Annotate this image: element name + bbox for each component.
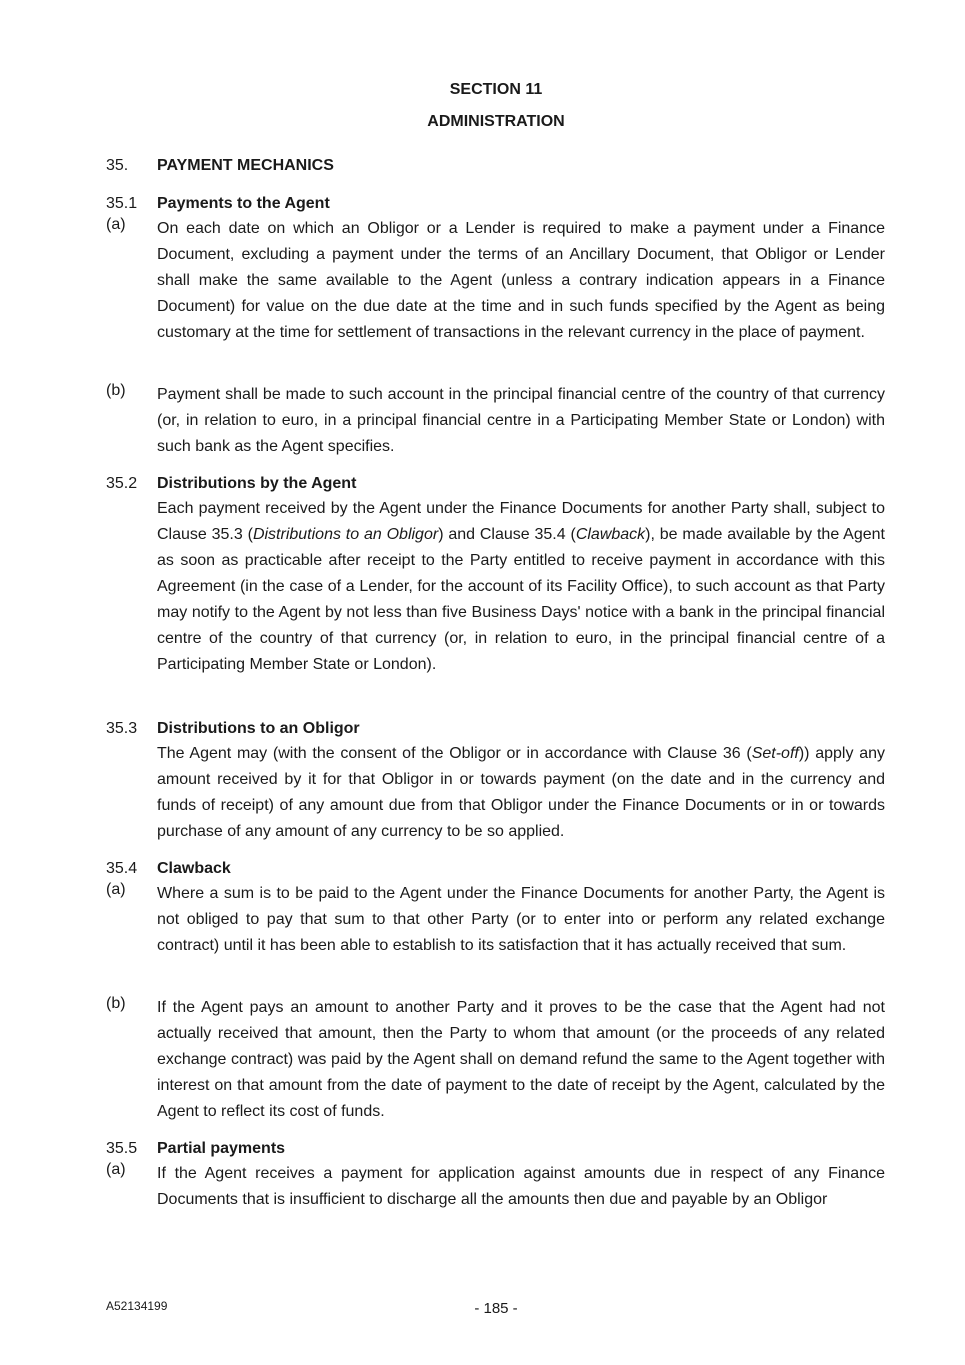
paragraph-label: (b) xyxy=(106,995,126,1012)
paragraph-text: If the Agent pays an amount to another Party and it proves to be the case that the Agent had not actually received that amount, then the Party to whom that amount (or the proceeds of any related exchange contract) was paid by the Agent shall on demand refund the same to the Agent together with interest on that amount from the date of payment to the date of receipt by the Agent, calculated by the Agent to reflect its cost of funds. xyxy=(157,999,885,1120)
cross-reference: Distributions to an Obligor xyxy=(252,526,439,543)
clause-35-3-number: 35.3 xyxy=(106,720,138,737)
paragraph-text: The Agent may (with the consent of the Obligor or in accordance with Clause 36 (Set-off)) apply any amount received by it for that Obligor in or towards payment (on the date and in the currency and funds of receipt) of any amount due from that Obligor under the Finance Documents or in or towards purchase of any amount of any currency to be so applied. xyxy=(157,745,886,840)
paragraph-text: Each payment received by the Agent under the Finance Documents for another Party shall, subject to Clause 35.3 (Distributions to an Obligor) and Clause 35.4 (Clawback), be made available by the Agent as soon as practicable after receipt to the Party entitled to receive payment in accordance with this Agreement (in the case of a Lender, for the account of its Facility Office), to such account as that Party may notify to the Agent by not less than five Business Days' notice with a bank in the principal financial centre of the country of that currency (or, in relation to euro, in the principal financial centre of a Participating Member State or London). xyxy=(157,500,885,673)
clause-35-4-b xyxy=(106,995,885,1125)
clause-35-1-number: 35.1 xyxy=(106,195,138,212)
document-reference: A52134199 xyxy=(106,1299,168,1313)
paragraph-text: Payment shall be made to such account in the principal financial centre of the country of that currency (or, in relation to euro, in a principal financial centre in a Participating Member State or London) with such bank as the Agent specifies. xyxy=(157,386,885,455)
clause-35-5-number: 35.5 xyxy=(106,1140,138,1157)
paragraph-label: (b) xyxy=(106,382,126,399)
paragraph-label: (a) xyxy=(106,216,126,233)
clause-35-1-title: Payments to the Agent xyxy=(157,195,330,212)
cross-reference: Set-off xyxy=(751,745,799,762)
clause-35-2-title: Distributions by the Agent xyxy=(157,475,357,492)
paragraph-label: (a) xyxy=(106,1161,126,1178)
clause-35-5-a xyxy=(106,1161,885,1213)
clause-35-3-title: Distributions to an Obligor xyxy=(157,720,360,737)
paragraph-text: On each date on which an Obligor or a Lender is required to make a payment under a Finance Document, excluding a payment under the terms of an Ancillary Document, that Obligor or Lender shall make the same available to the Agent (unless a contrary indication appears in a Finance Document) for value on the due date at the time and in such funds specified by the Agent as being customary at the time for settlement of transactions in the relevant currency in the place of payment. xyxy=(157,220,885,341)
paragraph-label: (a) xyxy=(106,881,126,898)
clause-35-3-text xyxy=(106,741,885,845)
page-number: - 185 - xyxy=(474,1300,518,1317)
clause-35-2-number: 35.2 xyxy=(106,475,138,492)
clause-35-4-a xyxy=(106,881,885,959)
clause-35-4-title: Clawback xyxy=(157,860,231,877)
section-title: ADMINISTRATION xyxy=(427,113,565,130)
section-number: SECTION 11 xyxy=(449,81,543,98)
clause-35-5-title: Partial payments xyxy=(157,1140,286,1157)
paragraph-text: Where a sum is to be paid to the Agent under the Finance Documents for another Party, the Agent is not obliged to pay that sum to that other Party (or to enter into or perform any related exchange contract) until it has been able to establish to its satisfaction that it has actually received that sum. xyxy=(157,885,885,954)
clause-title: PAYMENT MECHANICS xyxy=(157,157,334,174)
clause-35-4-number: 35.4 xyxy=(106,860,138,877)
clause-number: 35. xyxy=(106,157,129,174)
clause-35-2-text xyxy=(106,496,885,678)
clause-35-1-a xyxy=(106,216,885,346)
cross-reference: Clawback xyxy=(575,526,646,543)
clause-35-1-b xyxy=(106,382,885,460)
paragraph-text: If the Agent receives a payment for application against amounts due in respect of any Finance Documents that is insufficient to discharge all the amounts then due and payable by an Obligor xyxy=(157,1165,885,1208)
